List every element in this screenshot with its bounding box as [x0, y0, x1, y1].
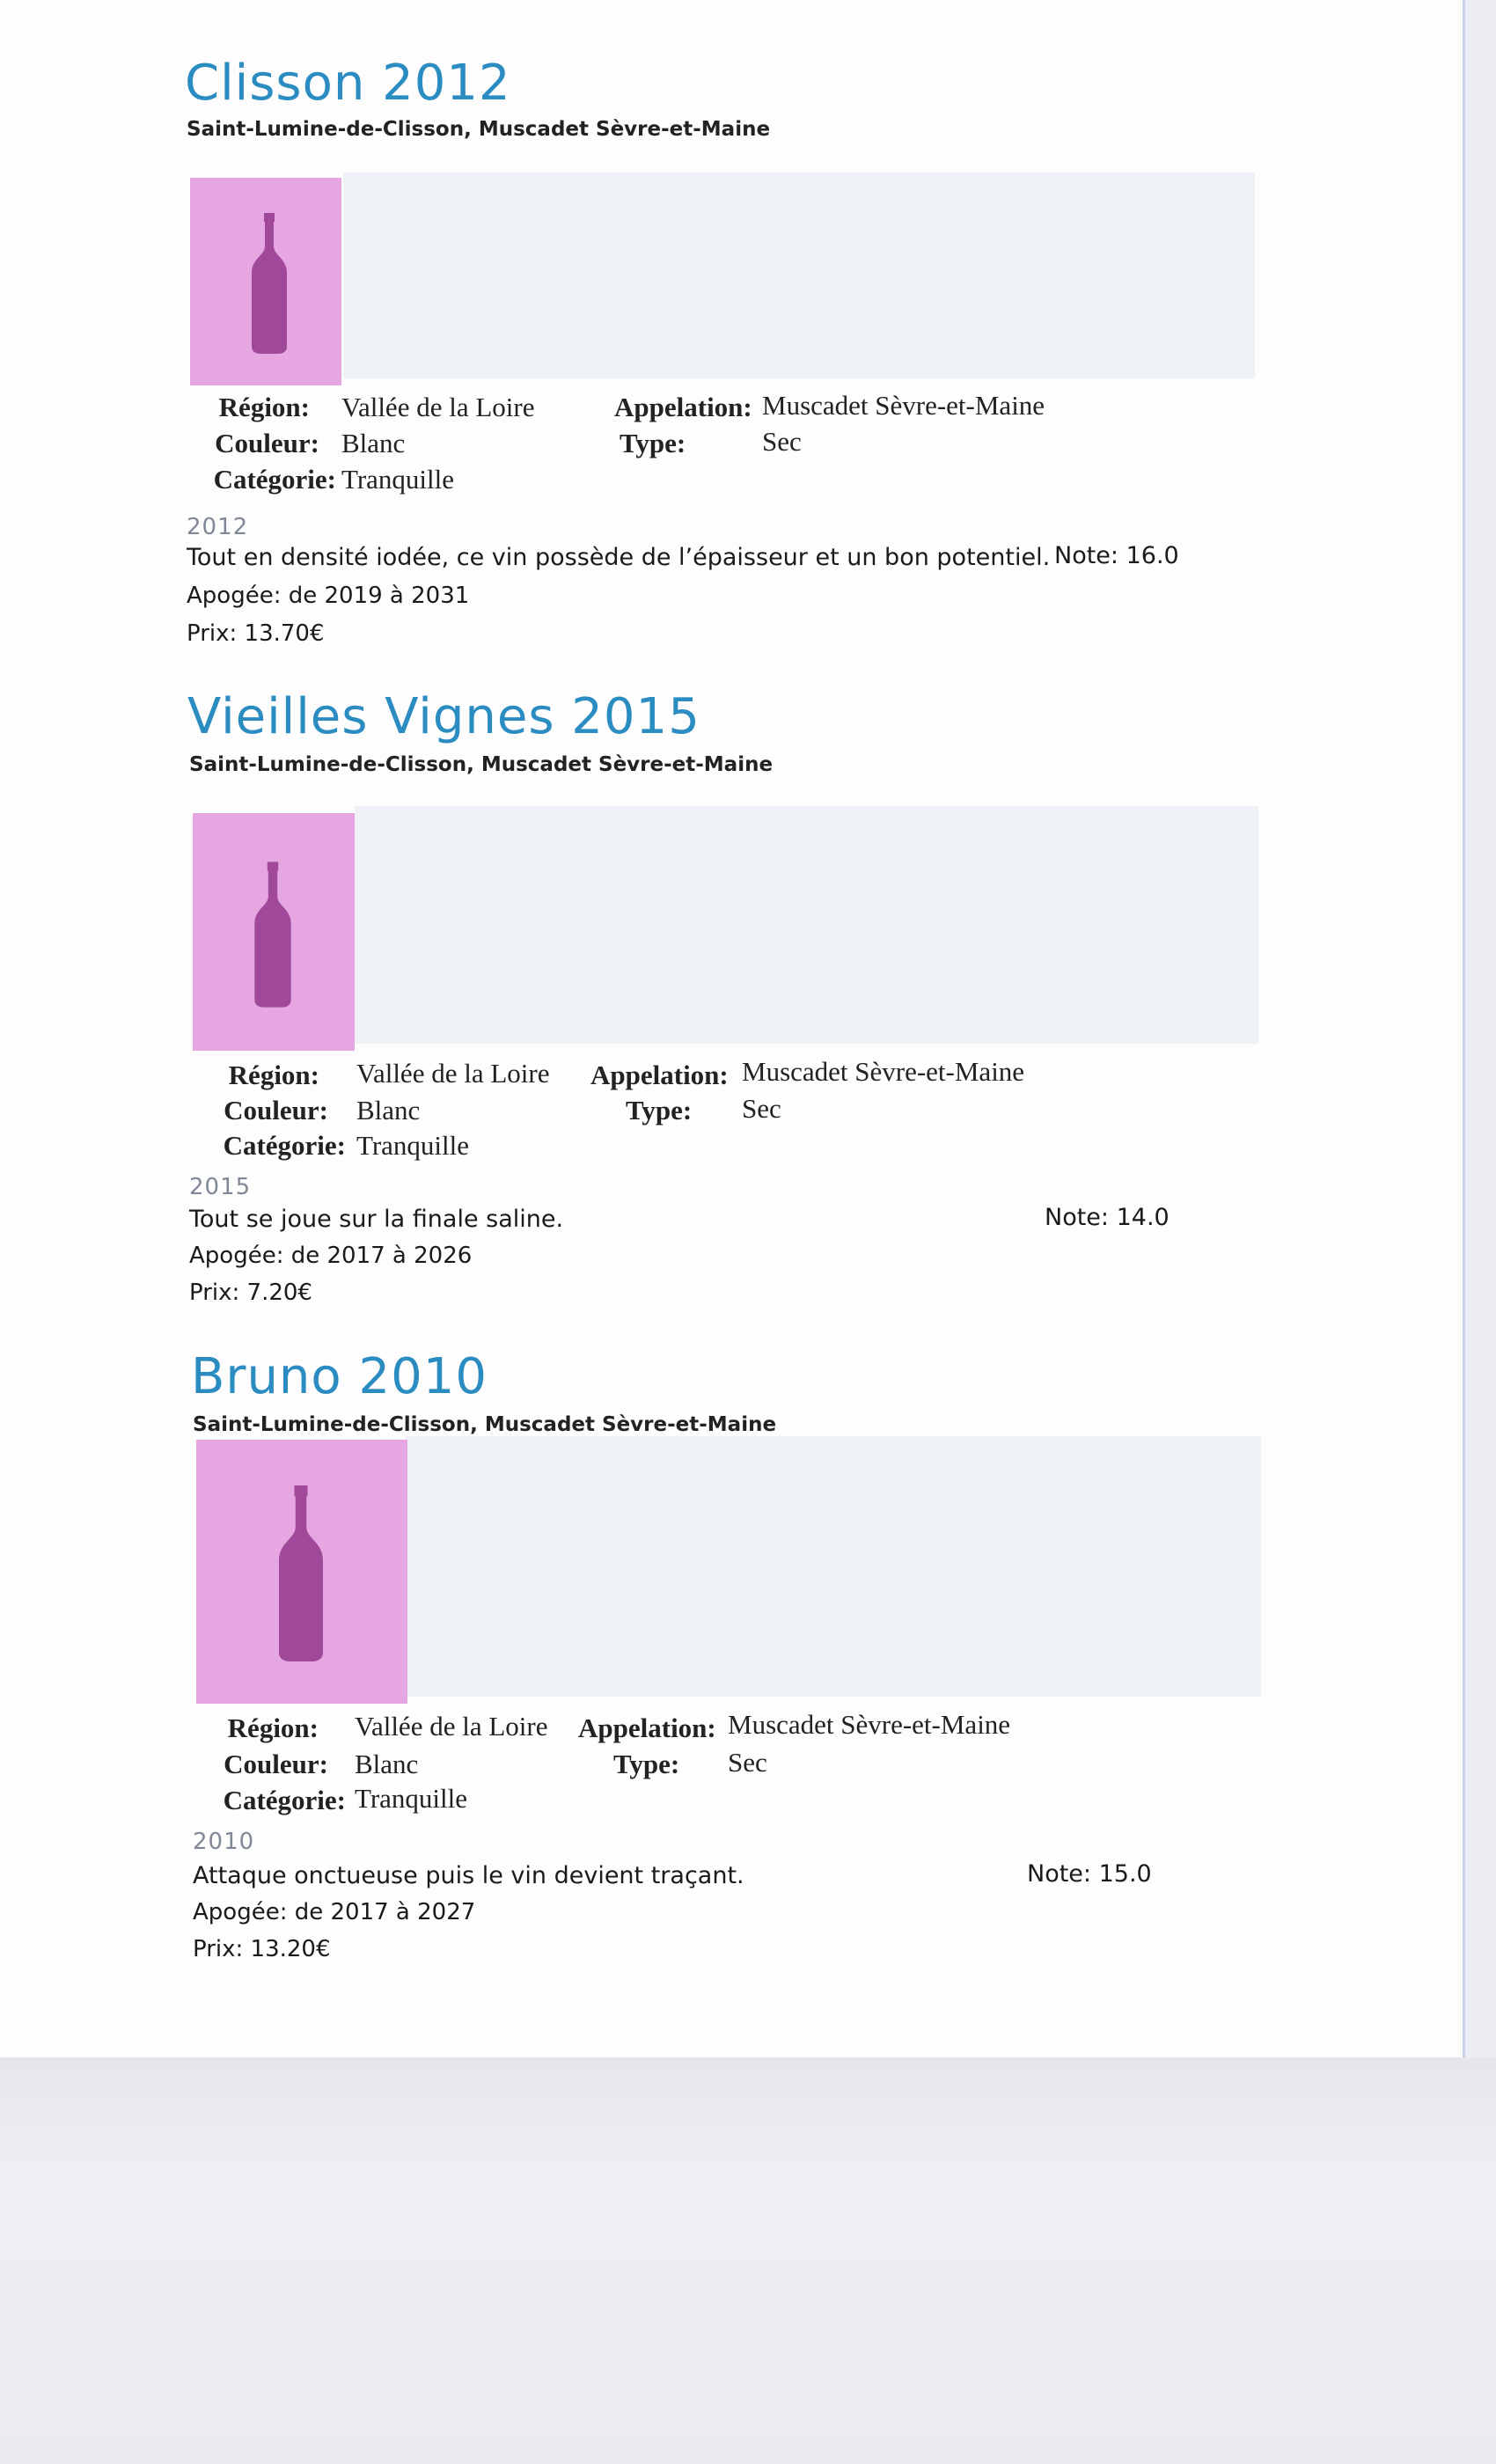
categorie-label: Catégorie:: [223, 1785, 346, 1815]
couleur-label: Couleur:: [224, 1749, 328, 1779]
type-label: Type:: [613, 1749, 680, 1779]
vintage-year: 2010: [193, 1829, 255, 1855]
wine-bottle-icon: [267, 1485, 335, 1661]
photo-band: [343, 172, 1255, 378]
appelation-value: Muscadet Sèvre-et-Maine: [762, 390, 1045, 421]
wine-description: Attaque onctueuse puis le vin devient traçant.: [193, 1862, 744, 1889]
wine-description: Tout en densité iodée, ce vin possède de l’épaisseur et un bon potentiel.: [187, 544, 1051, 571]
wine-price: Prix: 13.70€: [187, 620, 325, 647]
wine-title: Bruno 2010: [191, 1348, 488, 1405]
wine-apogee: Apogée: de 2017 à 2027: [193, 1899, 476, 1925]
wine-price: Prix: 13.20€: [193, 1936, 331, 1962]
wine-title: Vieilles Vignes 2015: [187, 688, 700, 745]
region-label: Région:: [227, 1712, 319, 1743]
type-value: Sec: [762, 426, 802, 457]
wine-subtitle: Saint-Lumine-de-Clisson, Muscadet Sèvre-et-Maine: [193, 1413, 777, 1436]
appelation-label: Appelation:: [578, 1712, 716, 1743]
couleur-value: Blanc: [341, 428, 406, 458]
vintage-year: 2015: [189, 1174, 252, 1200]
appelation-value: Muscadet Sèvre-et-Maine: [728, 1709, 1011, 1740]
couleur-label: Couleur:: [224, 1095, 328, 1126]
type-value: Sec: [742, 1093, 781, 1124]
categorie-label: Catégorie:: [213, 464, 336, 495]
vintage-year: 2012: [187, 514, 249, 540]
wine-note: Note: 15.0: [1027, 1860, 1152, 1888]
scanner-background: [0, 2057, 1496, 2464]
couleur-value: Blanc: [356, 1095, 421, 1126]
bottle-photo: [196, 1440, 407, 1704]
region-value: Vallée de la Loire: [341, 392, 535, 422]
bottle-photo: [190, 178, 341, 385]
categorie-label: Catégorie:: [223, 1130, 346, 1161]
region-label: Région:: [218, 392, 310, 422]
type-value: Sec: [728, 1747, 767, 1778]
wine-subtitle: Saint-Lumine-de-Clisson, Muscadet Sèvre-et-Maine: [187, 118, 771, 141]
wine-note: Note: 14.0: [1045, 1204, 1170, 1231]
wine-description: Tout se joue sur la finale saline.: [189, 1206, 564, 1233]
categorie-value: Tranquille: [355, 1783, 468, 1814]
wine-bottle-icon: [246, 855, 300, 1014]
bottle-photo: [193, 813, 355, 1051]
couleur-value: Blanc: [355, 1749, 419, 1779]
wine-title: Clisson 2012: [185, 55, 511, 112]
couleur-label: Couleur:: [215, 428, 319, 458]
region-value: Vallée de la Loire: [355, 1711, 548, 1742]
photo-band: [355, 806, 1258, 1044]
wine-subtitle: Saint-Lumine-de-Clisson, Muscadet Sèvre-et-Maine: [189, 753, 774, 776]
wine-price: Prix: 7.20€: [189, 1280, 312, 1306]
region-label: Région:: [228, 1060, 319, 1090]
wine-apogee: Apogée: de 2017 à 2026: [189, 1243, 473, 1269]
region-value: Vallée de la Loire: [356, 1058, 550, 1089]
appelation-value: Muscadet Sèvre-et-Maine: [742, 1056, 1025, 1087]
wine-apogee: Apogée: de 2019 à 2031: [187, 583, 470, 609]
appelation-label: Appelation:: [590, 1060, 729, 1090]
photo-band: [406, 1436, 1261, 1697]
categorie-value: Tranquille: [341, 464, 455, 495]
wine-bottle-icon: [243, 213, 296, 354]
categorie-value: Tranquille: [356, 1130, 470, 1161]
type-label: Type:: [620, 428, 686, 458]
appelation-label: Appelation:: [614, 392, 752, 422]
wine-note: Note: 16.0: [1054, 542, 1179, 569]
type-label: Type:: [626, 1095, 693, 1126]
